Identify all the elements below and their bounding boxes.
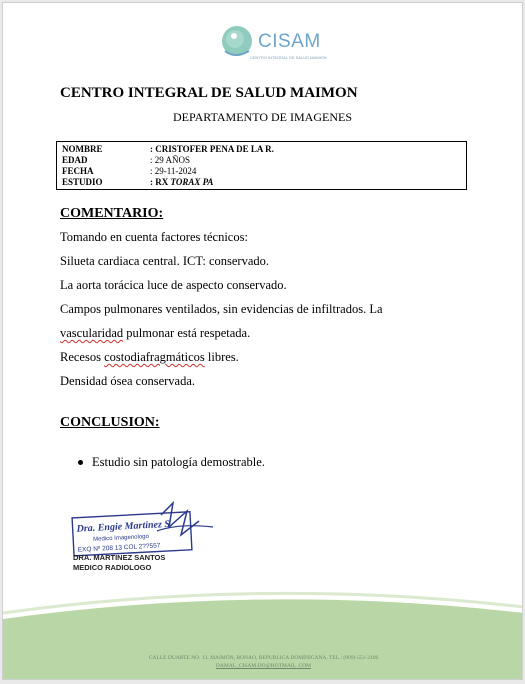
signature-stamp-icon — [69, 501, 219, 559]
spellcheck-word: vascularidad — [60, 326, 124, 340]
footer-address: CALLE DUARTE NO. 13, MAIMÓN, BONAO, REPUBLICA DOMINICANA, TEL.: (809)-551-2106 — [148, 655, 379, 661]
comment-text: Recesos — [60, 350, 105, 364]
patient-row-date — [62, 166, 461, 177]
department-title: DEPARTAMENTO DE IMAGENES — [173, 110, 352, 124]
patient-row-age — [62, 155, 461, 166]
conclusion-list — [78, 455, 265, 470]
patient-row-study — [62, 177, 461, 188]
doctor-name: DRA. MARTINEZ SANTOS — [73, 553, 166, 562]
field-value: : 29-11-2024 — [150, 166, 197, 176]
comment-line — [60, 345, 430, 369]
patient-row-name — [62, 144, 461, 155]
spellcheck-word: costodiafragmáticos — [104, 350, 205, 364]
field-value: : 29 AÑOS — [150, 155, 191, 165]
comment-text: libres. — [204, 350, 239, 364]
comentario-heading: COMENTARIO: — [60, 206, 164, 221]
conclusion-item: Estudio sin patología demostrable. — [92, 455, 265, 469]
clinic-logo — [215, 21, 325, 63]
footer-email: DAMAL_CISAM.DO@HOTMAIL .COM — [215, 663, 312, 669]
comment-line: Silueta cardiaca central. ICT: conservado. — [60, 254, 270, 268]
report-page — [2, 2, 523, 680]
comentario-body — [60, 225, 430, 393]
comment-text: pulmonar está respetada. — [123, 326, 251, 340]
comment-line: Densidad ósea conservada. — [60, 374, 196, 388]
field-label: ESTUDIO — [62, 177, 103, 187]
field-value: : CRISTOFER PENA DE LA R. — [150, 144, 274, 154]
comment-line: La aorta torácica luce de aspecto conservado. — [60, 278, 287, 292]
doctor-signature-block — [73, 553, 165, 573]
patient-info-box — [56, 141, 467, 190]
study-prefix: : RX — [150, 177, 171, 187]
comment-line: Campos pulmonares ventilados, sin evidencias de infiltrados. La — [60, 302, 383, 316]
field-value — [150, 177, 213, 188]
doctor-stamp — [69, 501, 219, 559]
stamp-name: Dra. Engie Martinez S — [76, 518, 171, 535]
bullet-icon — [78, 460, 83, 465]
logo-name: CISAM — [258, 31, 321, 52]
conclusion-heading: CONCLUSION: — [60, 415, 160, 430]
doctor-role: MEDICO RADIOLOGO — [73, 563, 152, 572]
stamp-exq: EXQ Nº 208 13 COL 2??557 — [77, 542, 161, 554]
stamp-role: Medico Imagenologo — [93, 533, 150, 543]
field-label: FECHA — [62, 166, 94, 176]
comment-line — [60, 321, 430, 345]
comment-line: Tomando en cuenta factores técnicos: — [60, 230, 248, 244]
field-label: EDAD — [62, 155, 88, 165]
clinic-title: CENTRO INTEGRAL DE SALUD MAIMON — [60, 85, 358, 101]
study-name: TORAX PA — [170, 177, 214, 187]
logo-tagline: CENTRO INTEGRAL DE SALUD MAIMON — [250, 55, 327, 60]
field-label: NOMBRE — [62, 144, 103, 154]
